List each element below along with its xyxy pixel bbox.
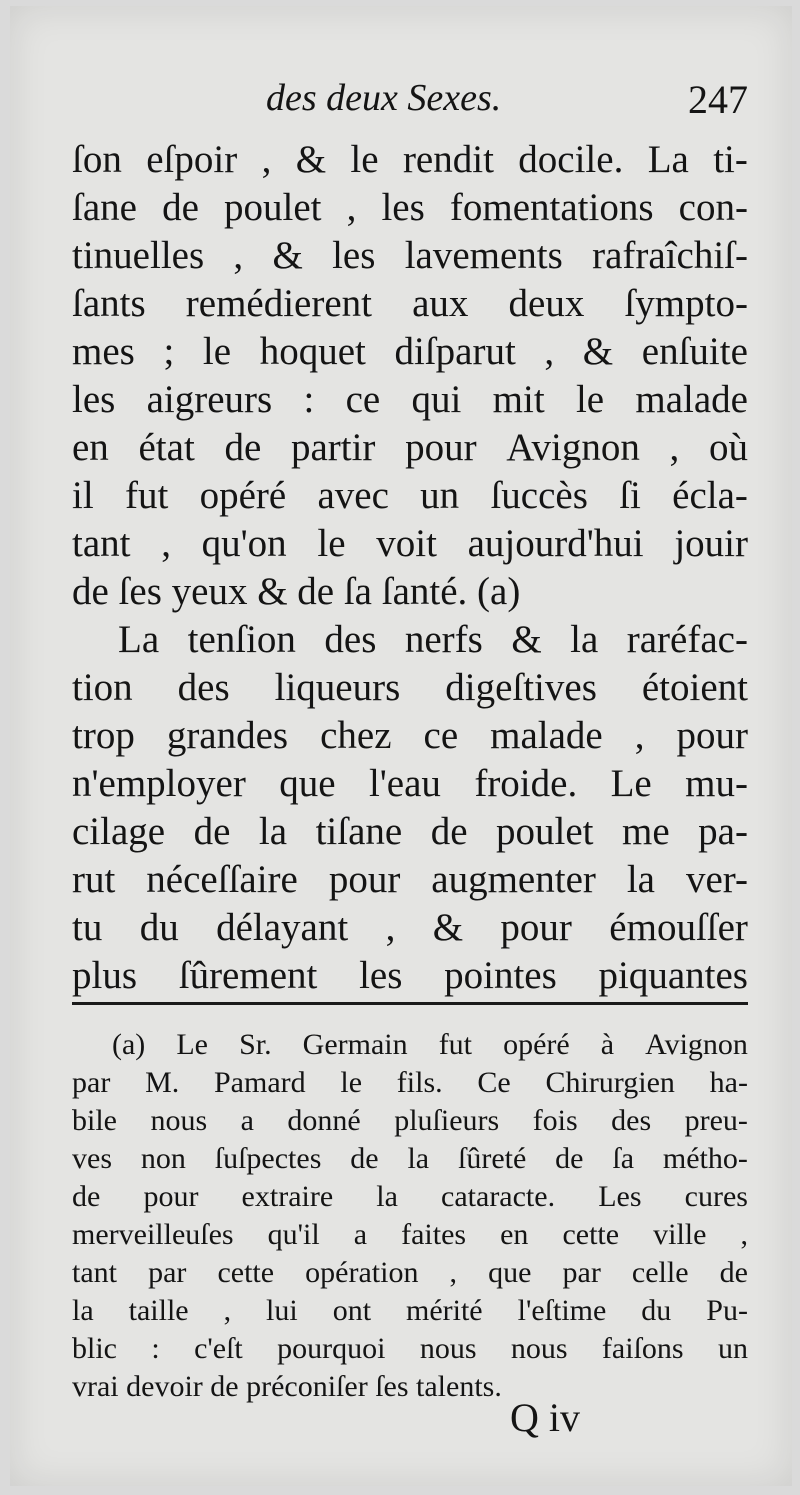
signature-mark: Q iv [510, 1395, 580, 1440]
footnote-line: vrai devoir de préconiſer ſes talents. [72, 1370, 502, 1403]
text-line: de ſes yeux & de ſa ſanté. (a) [72, 570, 521, 613]
page-number: 247 [688, 77, 748, 122]
text-line: tant , qu'on le voit aujourd'hui jouir [72, 522, 748, 565]
text-line: en état de partir pour Avignon , où [72, 426, 748, 469]
running-title: des deux Sexes. [266, 77, 502, 119]
text-line: il fut opéré avec un ſuccès ſi écla- [72, 474, 748, 517]
footnote-divider [72, 1002, 748, 1005]
text-line: plus ſûrement les pointes piquantes [72, 954, 748, 997]
text-line: tion des liqueurs digeſtives étoient [72, 666, 748, 709]
footnote-line: merveilleuſes qu'il a faites en cette ville , [72, 1218, 748, 1251]
text-line: n'employer que l'eau froide. Le mu- [72, 762, 748, 805]
footnote-line: par M. Pamard le fils. Ce Chirurgien ha- [72, 1066, 748, 1099]
main-text [72, 136, 748, 1000]
text-line: rut néceſſaire pour augmenter la ver- [72, 858, 748, 901]
footnote [72, 1026, 748, 1406]
footnote-line: ves non ſuſpectes de la ſûreté de ſa métho- [72, 1142, 748, 1175]
text-line: ſants remédierent aux deux ſympto- [72, 282, 748, 325]
text-line: cilage de la tiſane de poulet me pa- [72, 810, 748, 853]
footnote-line: blic : c'eſt pourquoi nous nous faiſons un [72, 1332, 748, 1365]
text-line: La tenſion des nerfs & la raréfac- [118, 618, 748, 661]
text-line: les aigreurs : ce qui mit le malade [72, 378, 748, 421]
text-line: tinuelles , & les lavements rafraîchiſ- [72, 234, 748, 277]
footnote-line: tant par cette opération , que par celle de [72, 1256, 748, 1289]
footnote-line: la taille , lui ont mérité l'eſtime du Pu- [72, 1294, 748, 1327]
footnote-line: bile nous a donné pluſieurs fois des preu- [72, 1104, 748, 1137]
text-line: mes ; le hoquet diſparut , & enſuite [72, 330, 748, 373]
text-line: ſon eſpoir , & le rendit docile. La ti- [72, 138, 748, 181]
text-line: ſane de poulet , les fomentations con- [72, 186, 748, 229]
footnote-line: (a) Le Sr. Germain fut opéré à Avignon [112, 1028, 748, 1061]
text-line: tu du délayant , & pour émouſſer [72, 906, 748, 949]
text-line: trop grandes chez ce malade , pour [72, 714, 748, 757]
footnote-line: de pour extraire la cataracte. Les cures [72, 1180, 748, 1213]
page-header [72, 76, 748, 136]
book-page [10, 6, 792, 1486]
